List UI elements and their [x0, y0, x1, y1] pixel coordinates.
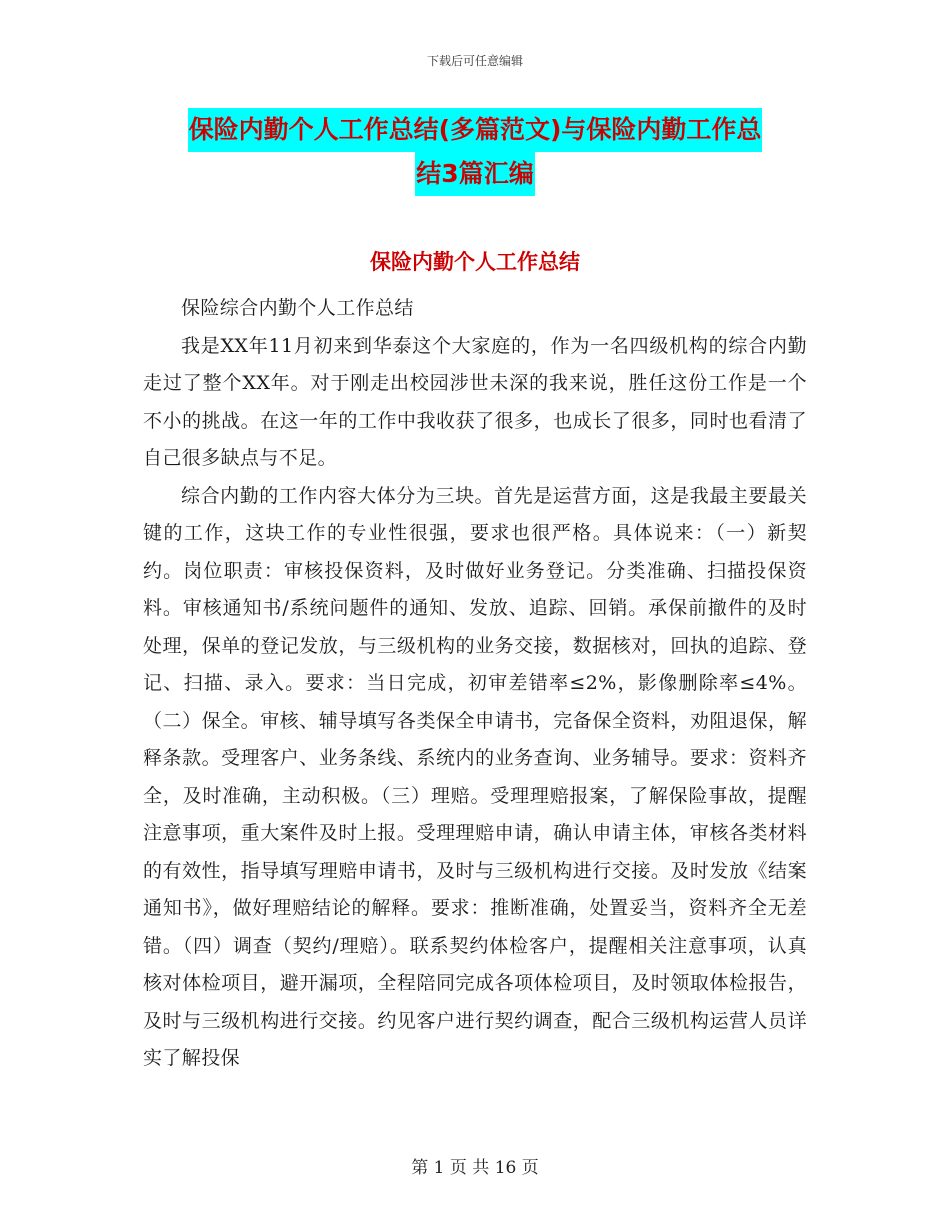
paragraph-subheading: 保险综合内勤个人工作总结: [181, 297, 414, 319]
paragraph-work-content: 综合内勤的工作内容大体分为三块。首先是运营方面，这是我最主要最关键的工作，这块工作的专业性很强，要求也很严格。具体说来：（一）新契约。岗位职责：审核投保资料，及时做好业务登记。分类准确、扫描投保资料。审核通知书/系统问题件的通知、发放、追踪、回销。承保前撤件的及时处理，保单的登记发放，与三级机构的业务交接，数据核对，回执的追踪、登记、扫描、录入。要求：当日完成，初审差错率≤2%，影像删除率≤4%。（二）保全。审核、辅导填写各类保全申请书，完备保全资料，劝阻退保，解释条款。受理客户、业务条线、系统内的业务查询、业务辅导。要求：资料齐全，及时准确，主动积极。（三）理赔。受理理赔报案，了解保险事故，提醒注意事项，重大案件及时上报。受理理赔申请，确认申请主体，审核各类材料的有效性，指导填写理赔申请书，及时与三级机构进行交接。及时发放《结案通知书》，做好理赔结论的解释。要求：推断准确，处置妥当，资料齐全无差错。（四）调查（契约/理赔）。联系契约体检客户，提醒相关注意事项，认真核对体检项目，避开漏项，全程陪同完成各项体检项目，及时领取体检报告，及时与三级机构进行交接。约见客户进行契约调查，配合三级机构运营人员详实了解投保: [143, 484, 807, 1069]
document-title: [0, 108, 950, 196]
document-title-line-1: 保险内勤个人工作总结(多篇范文)与保险内勤工作总: [188, 108, 763, 152]
body-text: [143, 290, 807, 1078]
page-header-note: 下载后可任意编辑: [426, 54, 523, 68]
paragraph-intro: 我是XX年11月初来到华泰这个大家庭的，作为一名四级机构的综合内勤走过了整个XX年。对于刚走出校园涉世未深的我来说，胜任这份工作是一个不小的挑战。在这一年的工作中我收获了很多，也成长了很多，同时也看清了自己很多缺点与不足。: [143, 334, 807, 469]
section-title: 保险内勤个人工作总结: [370, 250, 580, 274]
page-footer: 第 1 页 共 16 页: [411, 1158, 539, 1178]
document-title-line-2: 结3篇汇编: [415, 152, 534, 196]
